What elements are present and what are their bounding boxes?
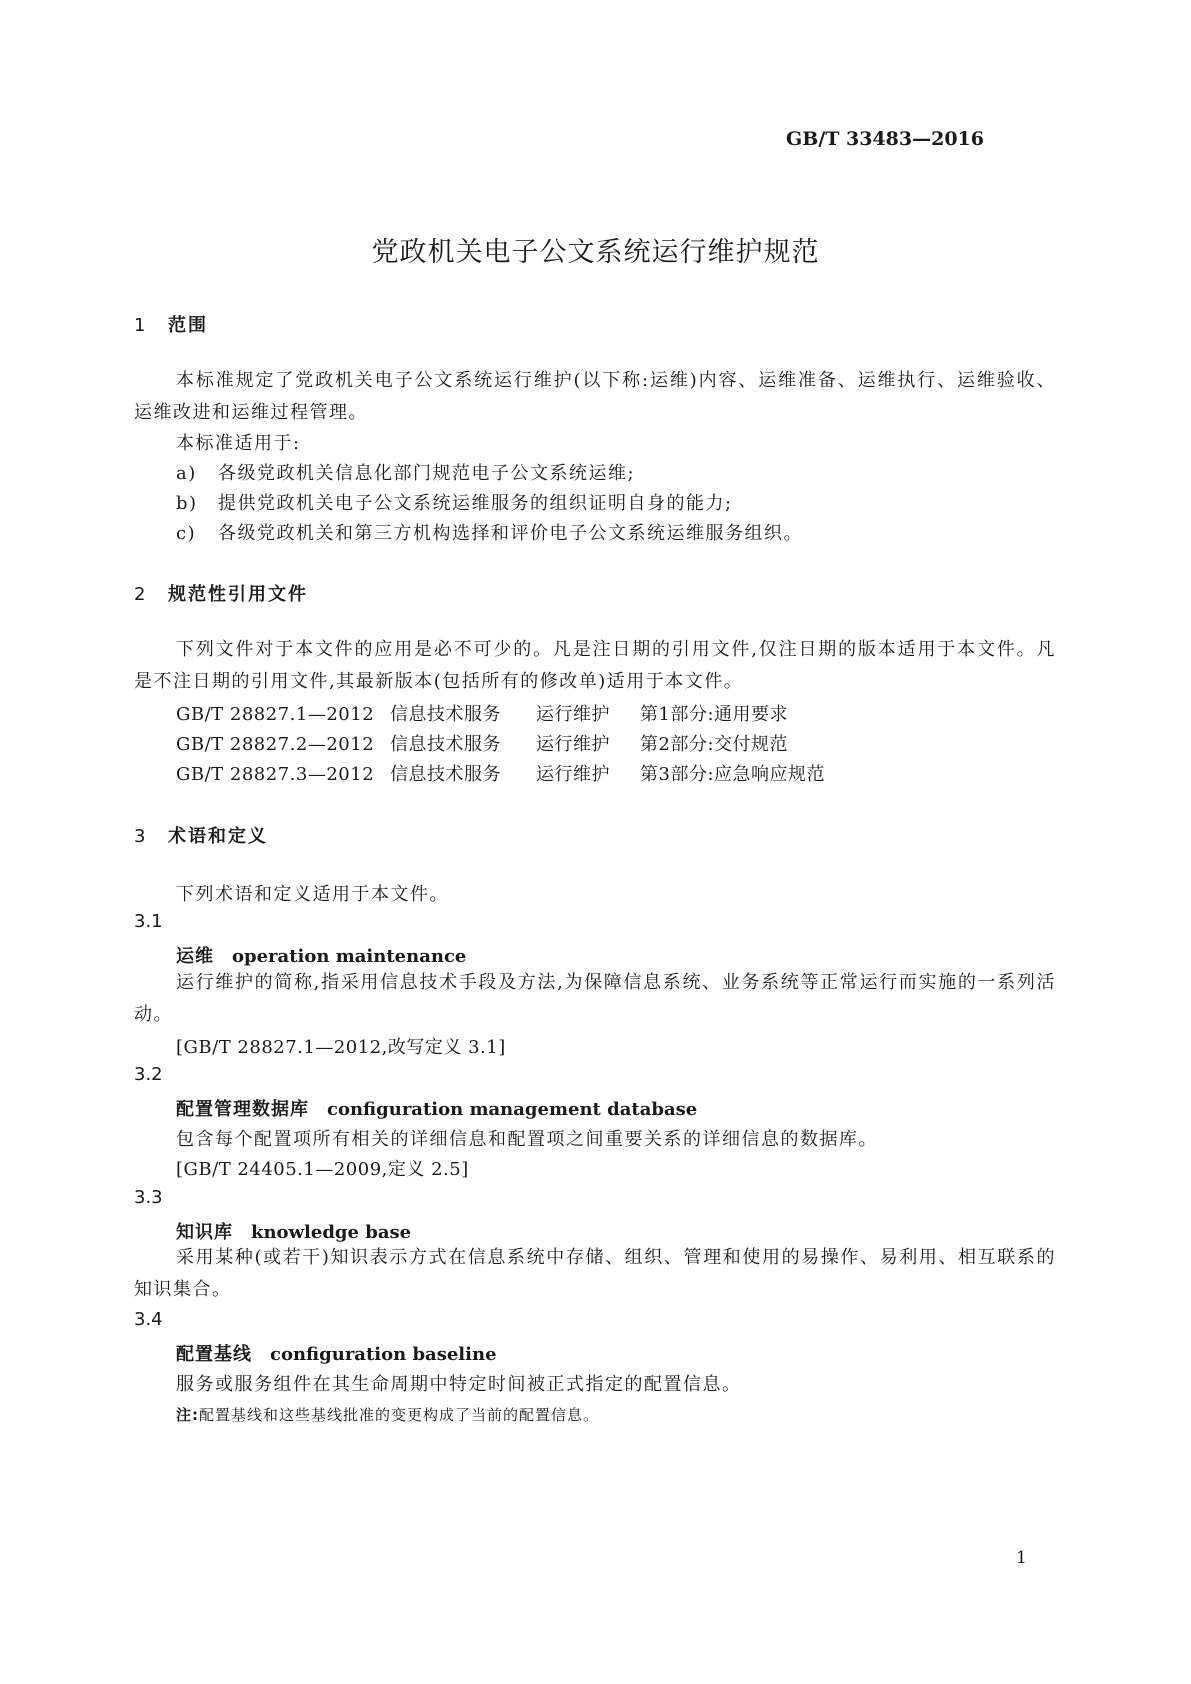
reference-part: 信息技术服务 bbox=[390, 764, 501, 785]
reference-part: 运行维护 bbox=[536, 704, 610, 725]
term-source: [GB/T 24405.1—2009,定义 2.5] bbox=[176, 1159, 469, 1180]
term-number: 3.4 bbox=[134, 1309, 163, 1330]
term-cn: 配置基线 bbox=[176, 1344, 252, 1365]
term-definition: 服务或服务组件在其生命周期中特定时间被正式指定的配置信息。 bbox=[176, 1374, 742, 1395]
reference-row bbox=[176, 700, 788, 726]
term-definition: 包含每个配置项所有相关的详细信息和配置项之间重要关系的详细信息的数据库。 bbox=[176, 1129, 878, 1150]
note-label: 注: bbox=[176, 1406, 199, 1424]
section-number: 1 bbox=[134, 315, 146, 336]
term-number: 3.2 bbox=[134, 1064, 163, 1085]
reference-code: GB/T 28827.1—2012 bbox=[176, 704, 375, 725]
reference-row bbox=[176, 730, 788, 756]
term-heading bbox=[176, 1095, 697, 1121]
reference-part: 第3部分:应急响应规范 bbox=[640, 764, 826, 785]
reference-part: 运行维护 bbox=[536, 764, 610, 785]
document-title: 党政机关电子公文系统运行维护规范 bbox=[371, 237, 820, 268]
list-marker: c) bbox=[176, 523, 197, 544]
reference-row bbox=[176, 760, 825, 786]
section-number: 3 bbox=[134, 826, 146, 847]
term-number: 3.3 bbox=[134, 1187, 163, 1208]
term-cn: 运维 bbox=[176, 946, 214, 967]
standard-code: GB/T 33483—2016 bbox=[786, 128, 984, 150]
term-heading bbox=[176, 1340, 497, 1366]
reference-part: 信息技术服务 bbox=[390, 704, 501, 725]
reference-code: GB/T 28827.2—2012 bbox=[176, 734, 375, 755]
list-text: 各级党政机关信息化部门规范电子公文系统运维; bbox=[218, 463, 636, 484]
reference-code: GB/T 28827.3—2012 bbox=[176, 764, 375, 785]
term-en: configuration management database bbox=[327, 1099, 698, 1120]
list-text: 各级党政机关和第三方机构选择和评价电子公文系统运维服务组织。 bbox=[218, 523, 803, 544]
page-number: 1 bbox=[1016, 1548, 1027, 1568]
section-title: 术语和定义 bbox=[168, 826, 268, 847]
reference-part: 第2部分:交付规范 bbox=[640, 734, 789, 755]
note-text: 配置基线和这些基线批准的变更构成了当前的配置信息。 bbox=[199, 1406, 600, 1424]
section-2-paragraph: 下列文件对于本文件的应用是必不可少的。凡是注日期的引用文件,仅注日期的版本适用于本文件。凡是不注日期的引用文件,其最新版本(包括所有的修改单)适用于本文件。 bbox=[134, 639, 1056, 692]
term-definition: 采用某种(或若干)知识表示方式在信息系统中存储、组织、管理和使用的易操作、易利用、相互联系的知识集合。 bbox=[134, 1247, 1056, 1300]
term-note bbox=[176, 1404, 599, 1425]
term-en: operation maintenance bbox=[232, 946, 467, 967]
section-title: 规范性引用文件 bbox=[168, 584, 308, 605]
term-heading bbox=[176, 1218, 411, 1244]
term-number: 3.1 bbox=[134, 911, 163, 932]
term-source: [GB/T 28827.1—2012,改写定义 3.1] bbox=[176, 1037, 506, 1058]
list-item bbox=[176, 489, 733, 515]
list-item bbox=[176, 519, 803, 545]
reference-part: 第1部分:通用要求 bbox=[640, 704, 789, 725]
term-cn: 配置管理数据库 bbox=[176, 1099, 309, 1120]
term-en: knowledge base bbox=[251, 1222, 412, 1243]
reference-part: 信息技术服务 bbox=[390, 734, 501, 755]
section-1-intro: 本标准适用于: bbox=[176, 433, 301, 454]
term-cn: 知识库 bbox=[176, 1222, 233, 1243]
section-3-heading bbox=[134, 822, 268, 848]
list-text: 提供党政机关电子公文系统运维服务的组织证明自身的能力; bbox=[218, 493, 733, 514]
section-3-intro: 下列术语和定义适用于本文件。 bbox=[176, 884, 449, 905]
list-item bbox=[176, 459, 635, 485]
term-en: configuration baseline bbox=[270, 1344, 497, 1365]
section-number: 2 bbox=[134, 584, 146, 605]
term-heading bbox=[176, 942, 466, 968]
section-2-heading bbox=[134, 580, 308, 606]
list-marker: b) bbox=[176, 493, 198, 514]
section-1-paragraph: 本标准规定了党政机关电子公文系统运行维护(以下称:运维)内容、运维准备、运维执行、运维验收、运维改进和运维过程管理。 bbox=[134, 370, 1056, 423]
term-definition: 运行维护的简称,指采用信息技术手段及方法,为保障信息系统、业务系统等正常运行而实施的一系列活动。 bbox=[134, 972, 1056, 1025]
list-marker: a) bbox=[176, 463, 197, 484]
reference-part: 运行维护 bbox=[536, 734, 610, 755]
section-title: 范围 bbox=[168, 315, 208, 336]
section-1-heading bbox=[134, 311, 208, 337]
